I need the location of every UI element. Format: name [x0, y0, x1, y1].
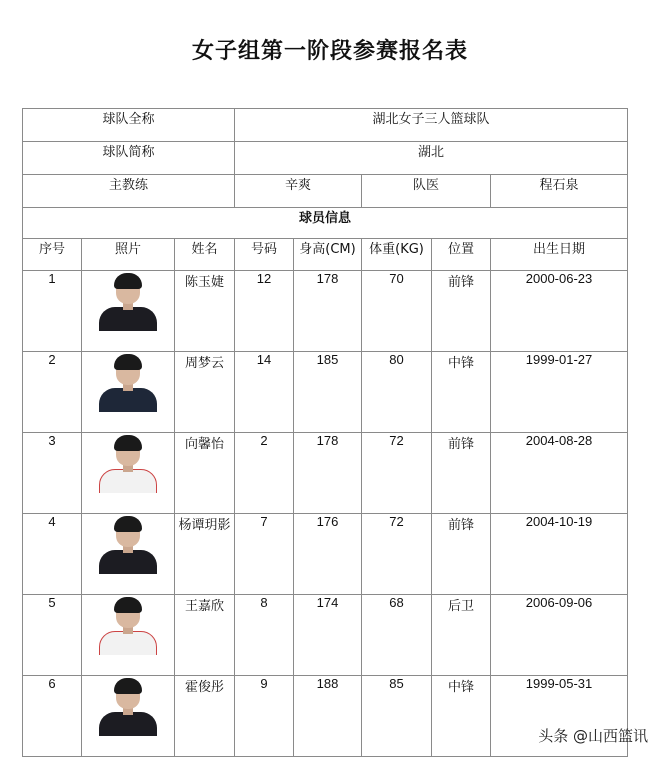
section-title: 球员信息 [23, 208, 628, 239]
doctor-label: 队医 [362, 175, 491, 208]
staff-row [23, 175, 628, 208]
player-weight: 80 [362, 352, 432, 433]
player-weight: 72 [362, 433, 432, 514]
player-height: 174 [294, 595, 362, 676]
player-name: 王嘉欣 [175, 595, 235, 676]
col-header-height: 身高(CM) [294, 239, 362, 271]
player-name: 周梦云 [175, 352, 235, 433]
player-position: 中锋 [432, 676, 491, 757]
player-birth: 1999-01-27 [491, 352, 628, 433]
player-number: 14 [235, 352, 294, 433]
coach-label: 主教练 [23, 175, 235, 208]
player-weight: 85 [362, 676, 432, 757]
player-index: 3 [23, 433, 82, 514]
player-name: 陈玉婕 [175, 271, 235, 352]
player-name: 杨谭玥影 [175, 514, 235, 595]
col-header-photo: 照片 [82, 239, 175, 271]
player-height: 188 [294, 676, 362, 757]
player-height: 185 [294, 352, 362, 433]
player-height: 176 [294, 514, 362, 595]
table-row [23, 514, 628, 595]
team-full-name-row [23, 109, 628, 142]
player-birth: 1999-05-31 [491, 676, 628, 757]
team-short-name-value: 湖北 [235, 142, 628, 175]
col-header-weight: 体重(KG) [362, 239, 432, 271]
table-row [23, 352, 628, 433]
player-number: 9 [235, 676, 294, 757]
player-position: 中锋 [432, 352, 491, 433]
player-number: 8 [235, 595, 294, 676]
team-full-name-label: 球队全称 [23, 109, 235, 142]
player-portrait-icon [95, 514, 161, 574]
player-number: 2 [235, 433, 294, 514]
team-full-name-value: 湖北女子三人篮球队 [235, 109, 628, 142]
player-name: 霍俊彤 [175, 676, 235, 757]
col-header-number: 号码 [235, 239, 294, 271]
player-number: 7 [235, 514, 294, 595]
table-row [23, 676, 628, 757]
player-index: 6 [23, 676, 82, 757]
column-header-row [23, 239, 628, 271]
player-height: 178 [294, 433, 362, 514]
player-portrait-icon [95, 433, 161, 493]
section-row [23, 208, 628, 239]
player-name: 向馨怡 [175, 433, 235, 514]
team-short-name-label: 球队简称 [23, 142, 235, 175]
player-photo-cell [82, 676, 175, 757]
player-photo-cell [82, 433, 175, 514]
table-row [23, 433, 628, 514]
player-photo-cell [82, 271, 175, 352]
player-photo-cell [82, 514, 175, 595]
page-title: 女子组第一阶段参赛报名表 [191, 39, 468, 64]
player-birth: 2006-09-06 [491, 595, 628, 676]
player-birth: 2004-10-19 [491, 514, 628, 595]
player-photo-cell [82, 595, 175, 676]
player-portrait-icon [95, 352, 161, 412]
player-weight: 68 [362, 595, 432, 676]
col-header-name: 姓名 [175, 239, 235, 271]
player-weight: 72 [362, 514, 432, 595]
team-short-name-row [23, 142, 628, 175]
player-position: 后卫 [432, 595, 491, 676]
player-number: 12 [235, 271, 294, 352]
table-row [23, 595, 628, 676]
table-row [23, 271, 628, 352]
player-position: 前锋 [432, 271, 491, 352]
player-weight: 70 [362, 271, 432, 352]
player-portrait-icon [95, 676, 161, 736]
col-header-birth: 出生日期 [491, 239, 628, 271]
player-birth: 2000-06-23 [491, 271, 628, 352]
player-position: 前锋 [432, 433, 491, 514]
player-portrait-icon [95, 271, 161, 331]
player-index: 2 [23, 352, 82, 433]
player-index: 4 [23, 514, 82, 595]
player-position: 前锋 [432, 514, 491, 595]
watermark: 头条 @山西篮讯 [538, 727, 648, 745]
player-photo-cell [82, 352, 175, 433]
doctor-value: 程石泉 [491, 175, 628, 208]
player-height: 178 [294, 271, 362, 352]
player-portrait-icon [95, 595, 161, 655]
player-index: 5 [23, 595, 82, 676]
col-header-position: 位置 [432, 239, 491, 271]
player-index: 1 [23, 271, 82, 352]
coach-value: 辛爽 [235, 175, 362, 208]
registration-table [22, 108, 628, 757]
player-birth: 2004-08-28 [491, 433, 628, 514]
col-header-index: 序号 [23, 239, 82, 271]
